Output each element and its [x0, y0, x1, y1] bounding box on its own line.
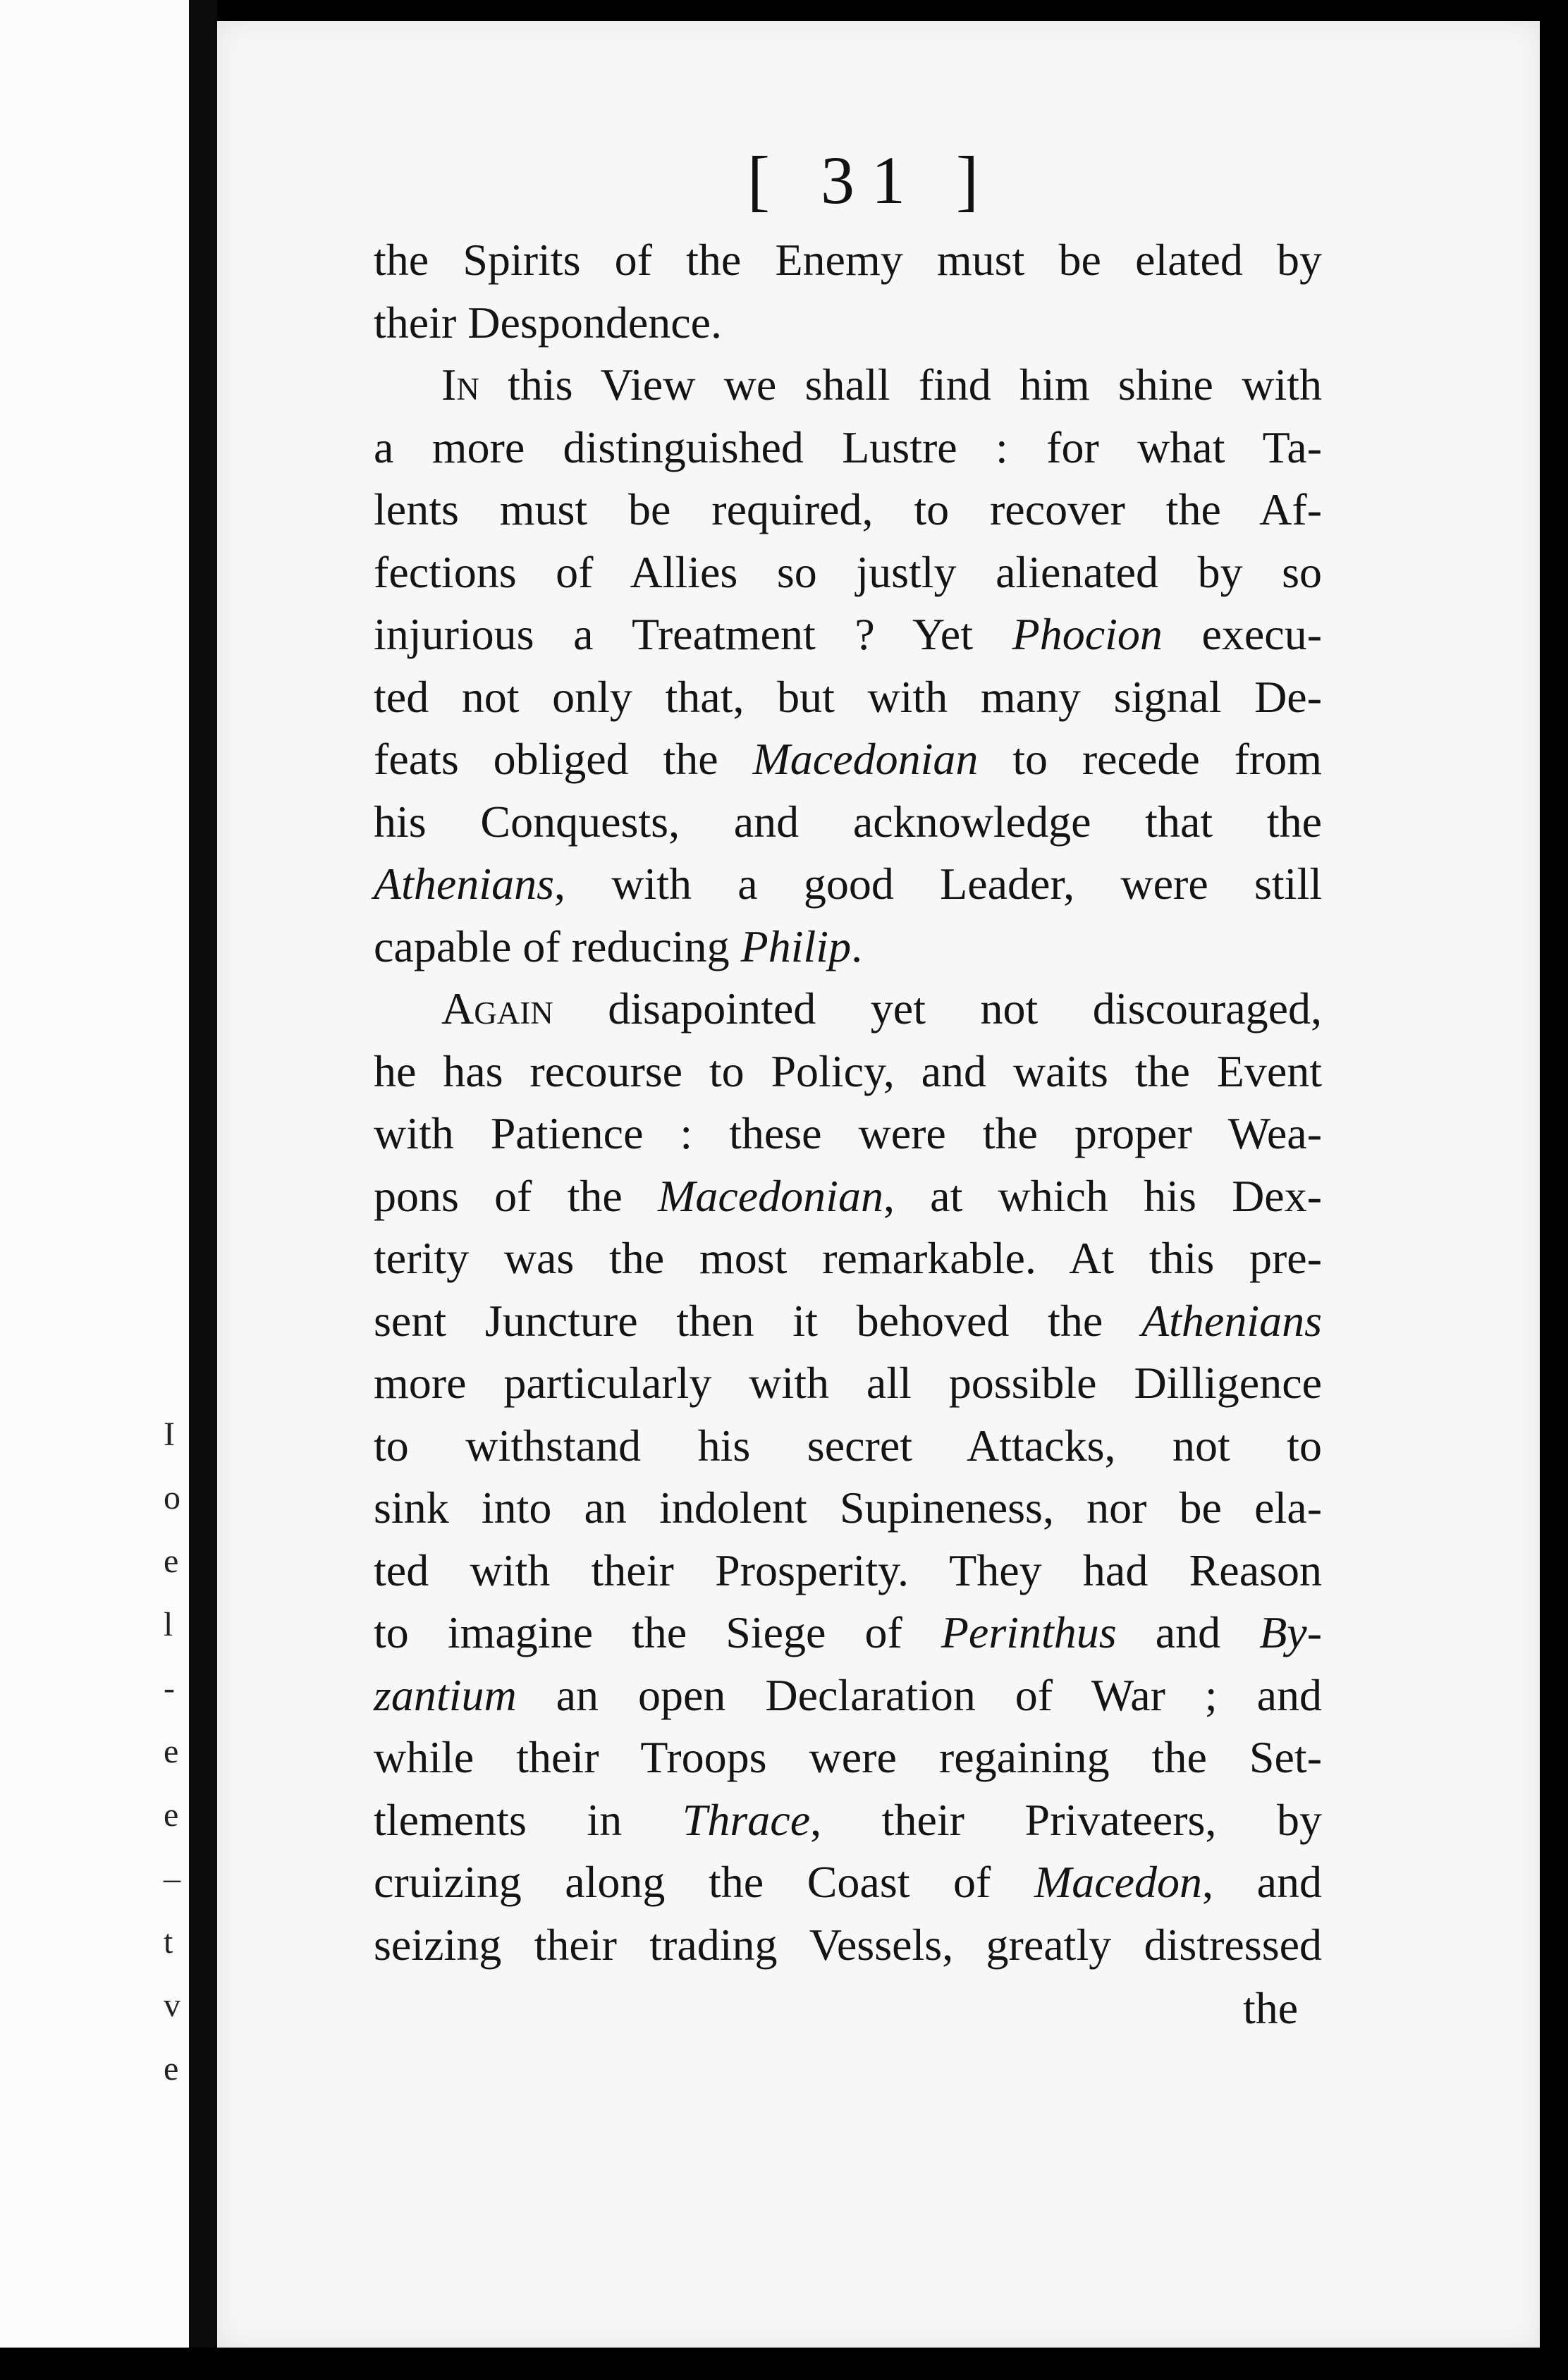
- text-line: [374, 1290, 1322, 1353]
- body-text: [374, 229, 1322, 1976]
- edge-char: e: [164, 1796, 179, 1834]
- text-line: [374, 1914, 1322, 1977]
- edge-char: e: [164, 1542, 179, 1580]
- text-segment: feats obliged the: [374, 734, 753, 784]
- text-line: [374, 916, 1322, 979]
- text-segment: Athenians: [374, 859, 554, 909]
- edge-char: v: [164, 1987, 180, 2024]
- text-line: [374, 354, 1322, 417]
- text-segment: and: [1116, 1607, 1260, 1657]
- text-line: [374, 479, 1322, 541]
- text-line: [374, 1103, 1322, 1165]
- text-line: [374, 978, 1322, 1041]
- text-segment: , at which his Dex-: [883, 1170, 1323, 1221]
- text-segment: to withstand his secret Attacks, not to: [374, 1420, 1322, 1471]
- text-line: [374, 1851, 1322, 1914]
- text-line: [374, 292, 1322, 355]
- text-segment: a more distinguished Lustre : for what Ta-: [374, 422, 1322, 472]
- text-segment: , with a good Leader, were still: [553, 859, 1322, 909]
- text-segment: this View we shall find him shine with: [479, 360, 1322, 410]
- text-line: [374, 1165, 1322, 1228]
- text-line: [374, 1477, 1322, 1540]
- text-line: [374, 728, 1322, 791]
- text-segment: Macedonian: [752, 734, 979, 784]
- text-line: [374, 417, 1322, 479]
- text-segment: Perinthus: [941, 1607, 1117, 1657]
- edge-char: e: [164, 2050, 179, 2087]
- text-segment: injurious a Treatment ? Yet: [374, 609, 1012, 659]
- text-segment: .: [851, 921, 863, 971]
- text-segment: ted not only that, but with many signal De-: [374, 671, 1322, 722]
- text-line: [374, 1227, 1322, 1290]
- text-line: [374, 666, 1322, 729]
- text-segment: while their Troops were regaining the Set-: [374, 1732, 1322, 1782]
- text-segment: sent Juncture then it behoved the: [374, 1295, 1142, 1346]
- text-segment: terity was the most remarkable. At this pre-: [374, 1233, 1322, 1283]
- text-segment: sink into an indolent Supineness, nor be ela-: [374, 1483, 1322, 1533]
- text-segment: Athenians: [1141, 1295, 1322, 1346]
- text-segment: seizing their trading Vessels, greatly distressed: [374, 1919, 1322, 1970]
- book-gutter: [189, 0, 217, 2380]
- edge-char: e: [164, 1733, 179, 1770]
- edge-char: I: [164, 1416, 175, 1453]
- text-segment: execu-: [1162, 609, 1323, 659]
- text-segment: fections of Allies so justly alienated by so: [374, 546, 1322, 597]
- text-line: [374, 1664, 1322, 1727]
- text-line: [374, 791, 1322, 854]
- text-segment: to recede from: [978, 734, 1322, 784]
- text-segment: cruizing along the Coast of: [374, 1857, 1034, 1907]
- previous-page-edge: [0, 0, 189, 2380]
- text-segment: In: [441, 360, 479, 410]
- text-segment: pons of the: [374, 1170, 659, 1221]
- text-line: [374, 1602, 1322, 1664]
- text-segment: tlements in: [374, 1794, 682, 1845]
- text-line: [374, 1789, 1322, 1852]
- edge-char: t: [164, 1923, 173, 1961]
- page-number: [ 31 ]: [747, 142, 996, 218]
- text-segment: with Patience : these were the proper Wea-: [374, 1108, 1322, 1158]
- text-segment: to imagine the Siege of: [374, 1607, 941, 1657]
- text-segment: , and: [1202, 1857, 1323, 1907]
- text-line: [374, 1540, 1322, 1602]
- text-segment: Phocion: [1012, 609, 1163, 659]
- text-segment: he has recourse to Policy, and waits the Event: [374, 1045, 1322, 1096]
- text-segment: , their Privateers, by: [810, 1794, 1323, 1845]
- text-line: [374, 1352, 1322, 1415]
- text-segment: lents must be required, to recover the Af-: [374, 484, 1322, 534]
- catchword: the: [1243, 1983, 1299, 2033]
- text-segment: their Despondence.: [374, 297, 723, 348]
- text-segment: his Conquests, and acknowledge that the: [374, 796, 1322, 847]
- text-line: [374, 603, 1322, 666]
- text-line: [374, 1415, 1322, 1478]
- edge-char: -: [164, 1669, 175, 1707]
- text-line: [374, 229, 1322, 292]
- text-line: [374, 853, 1322, 916]
- edge-char: o: [164, 1479, 180, 1516]
- text-segment: By-: [1259, 1607, 1323, 1657]
- text-segment: capable of reducing: [374, 921, 741, 971]
- previous-page-cut-text: [164, 1403, 185, 2101]
- text-segment: disapointed yet not discouraged,: [553, 983, 1322, 1033]
- text-segment: Again: [441, 983, 553, 1033]
- text-segment: zantium: [374, 1669, 517, 1720]
- edge-char: –: [164, 1860, 180, 1897]
- text-segment: Macedon: [1034, 1857, 1203, 1907]
- text-line: [374, 541, 1322, 604]
- text-segment: Macedonian: [658, 1170, 883, 1221]
- scan-border: [0, 2348, 1568, 2380]
- text-segment: an open Declaration of War ; and: [516, 1669, 1322, 1720]
- text-segment: the Spirits of the Enemy must be elated by: [374, 235, 1322, 285]
- text-segment: more particularly with all possible Dilligence: [374, 1358, 1322, 1408]
- text-segment: Thrace: [682, 1794, 811, 1845]
- text-segment: ted with their Prosperity. They had Reason: [374, 1545, 1322, 1595]
- edge-char: l: [164, 1606, 173, 1643]
- text-line: [374, 1041, 1322, 1103]
- text-line: [374, 1726, 1322, 1789]
- text-segment: Philip: [740, 921, 852, 971]
